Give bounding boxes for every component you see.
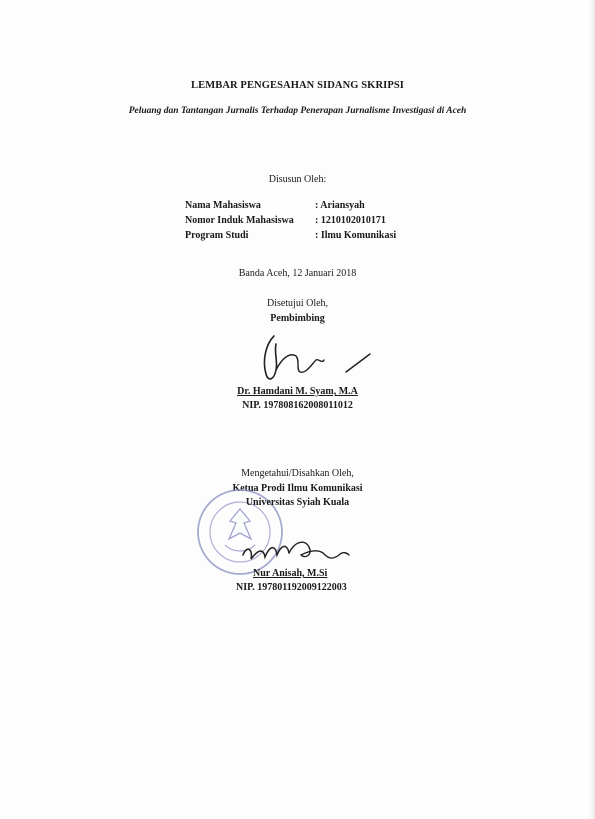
thesis-title: Peluang dan Tantangan Jurnalis Terhadap Penerapan Jurnalisme Investigasi di Aceh <box>128 106 467 116</box>
approved-by-label: Disetujui Oleh, <box>266 298 329 309</box>
study-program-value: : Ilmu Komunikasi <box>315 230 397 241</box>
advisor-role: Pembimbing <box>270 313 325 324</box>
student-name-value: : Ariansyah <box>315 200 365 211</box>
advisor-name: Dr. Hamdani M. Syam, M.A <box>237 386 358 397</box>
document-title: LEMBAR PENGESAHAN SIDANG SKRIPSI <box>191 80 404 91</box>
advisor-signature <box>252 330 382 390</box>
student-id-value: : 1210102010171 <box>315 215 386 226</box>
place-date: Banda Aceh, 12 Januari 2018 <box>238 268 357 279</box>
study-program-label: Program Studi <box>185 230 249 241</box>
head-of-program-role: Ketua Prodi Ilmu Komunikasi <box>232 483 363 494</box>
student-name-label: Nama Mahasiswa <box>185 200 261 211</box>
university-name: Universitas Syiah Kuala <box>245 497 350 508</box>
student-id-label: Nomor Induk Mahasiswa <box>185 215 294 226</box>
student-info-table <box>185 198 396 243</box>
head-of-program-name: Nur Anisah, M.Si <box>253 568 328 579</box>
student-info-row <box>185 198 396 213</box>
student-info-row <box>185 213 396 228</box>
acknowledged-by-label: Mengetahui/Disahkan Oleh, <box>241 468 354 479</box>
student-info-row <box>185 228 396 243</box>
head-of-program-nip: NIP. 197801192009122003 <box>236 582 347 593</box>
compiled-by-label: Disusun Oleh: <box>268 174 327 185</box>
advisor-nip: NIP. 197808162008011012 <box>242 400 353 411</box>
